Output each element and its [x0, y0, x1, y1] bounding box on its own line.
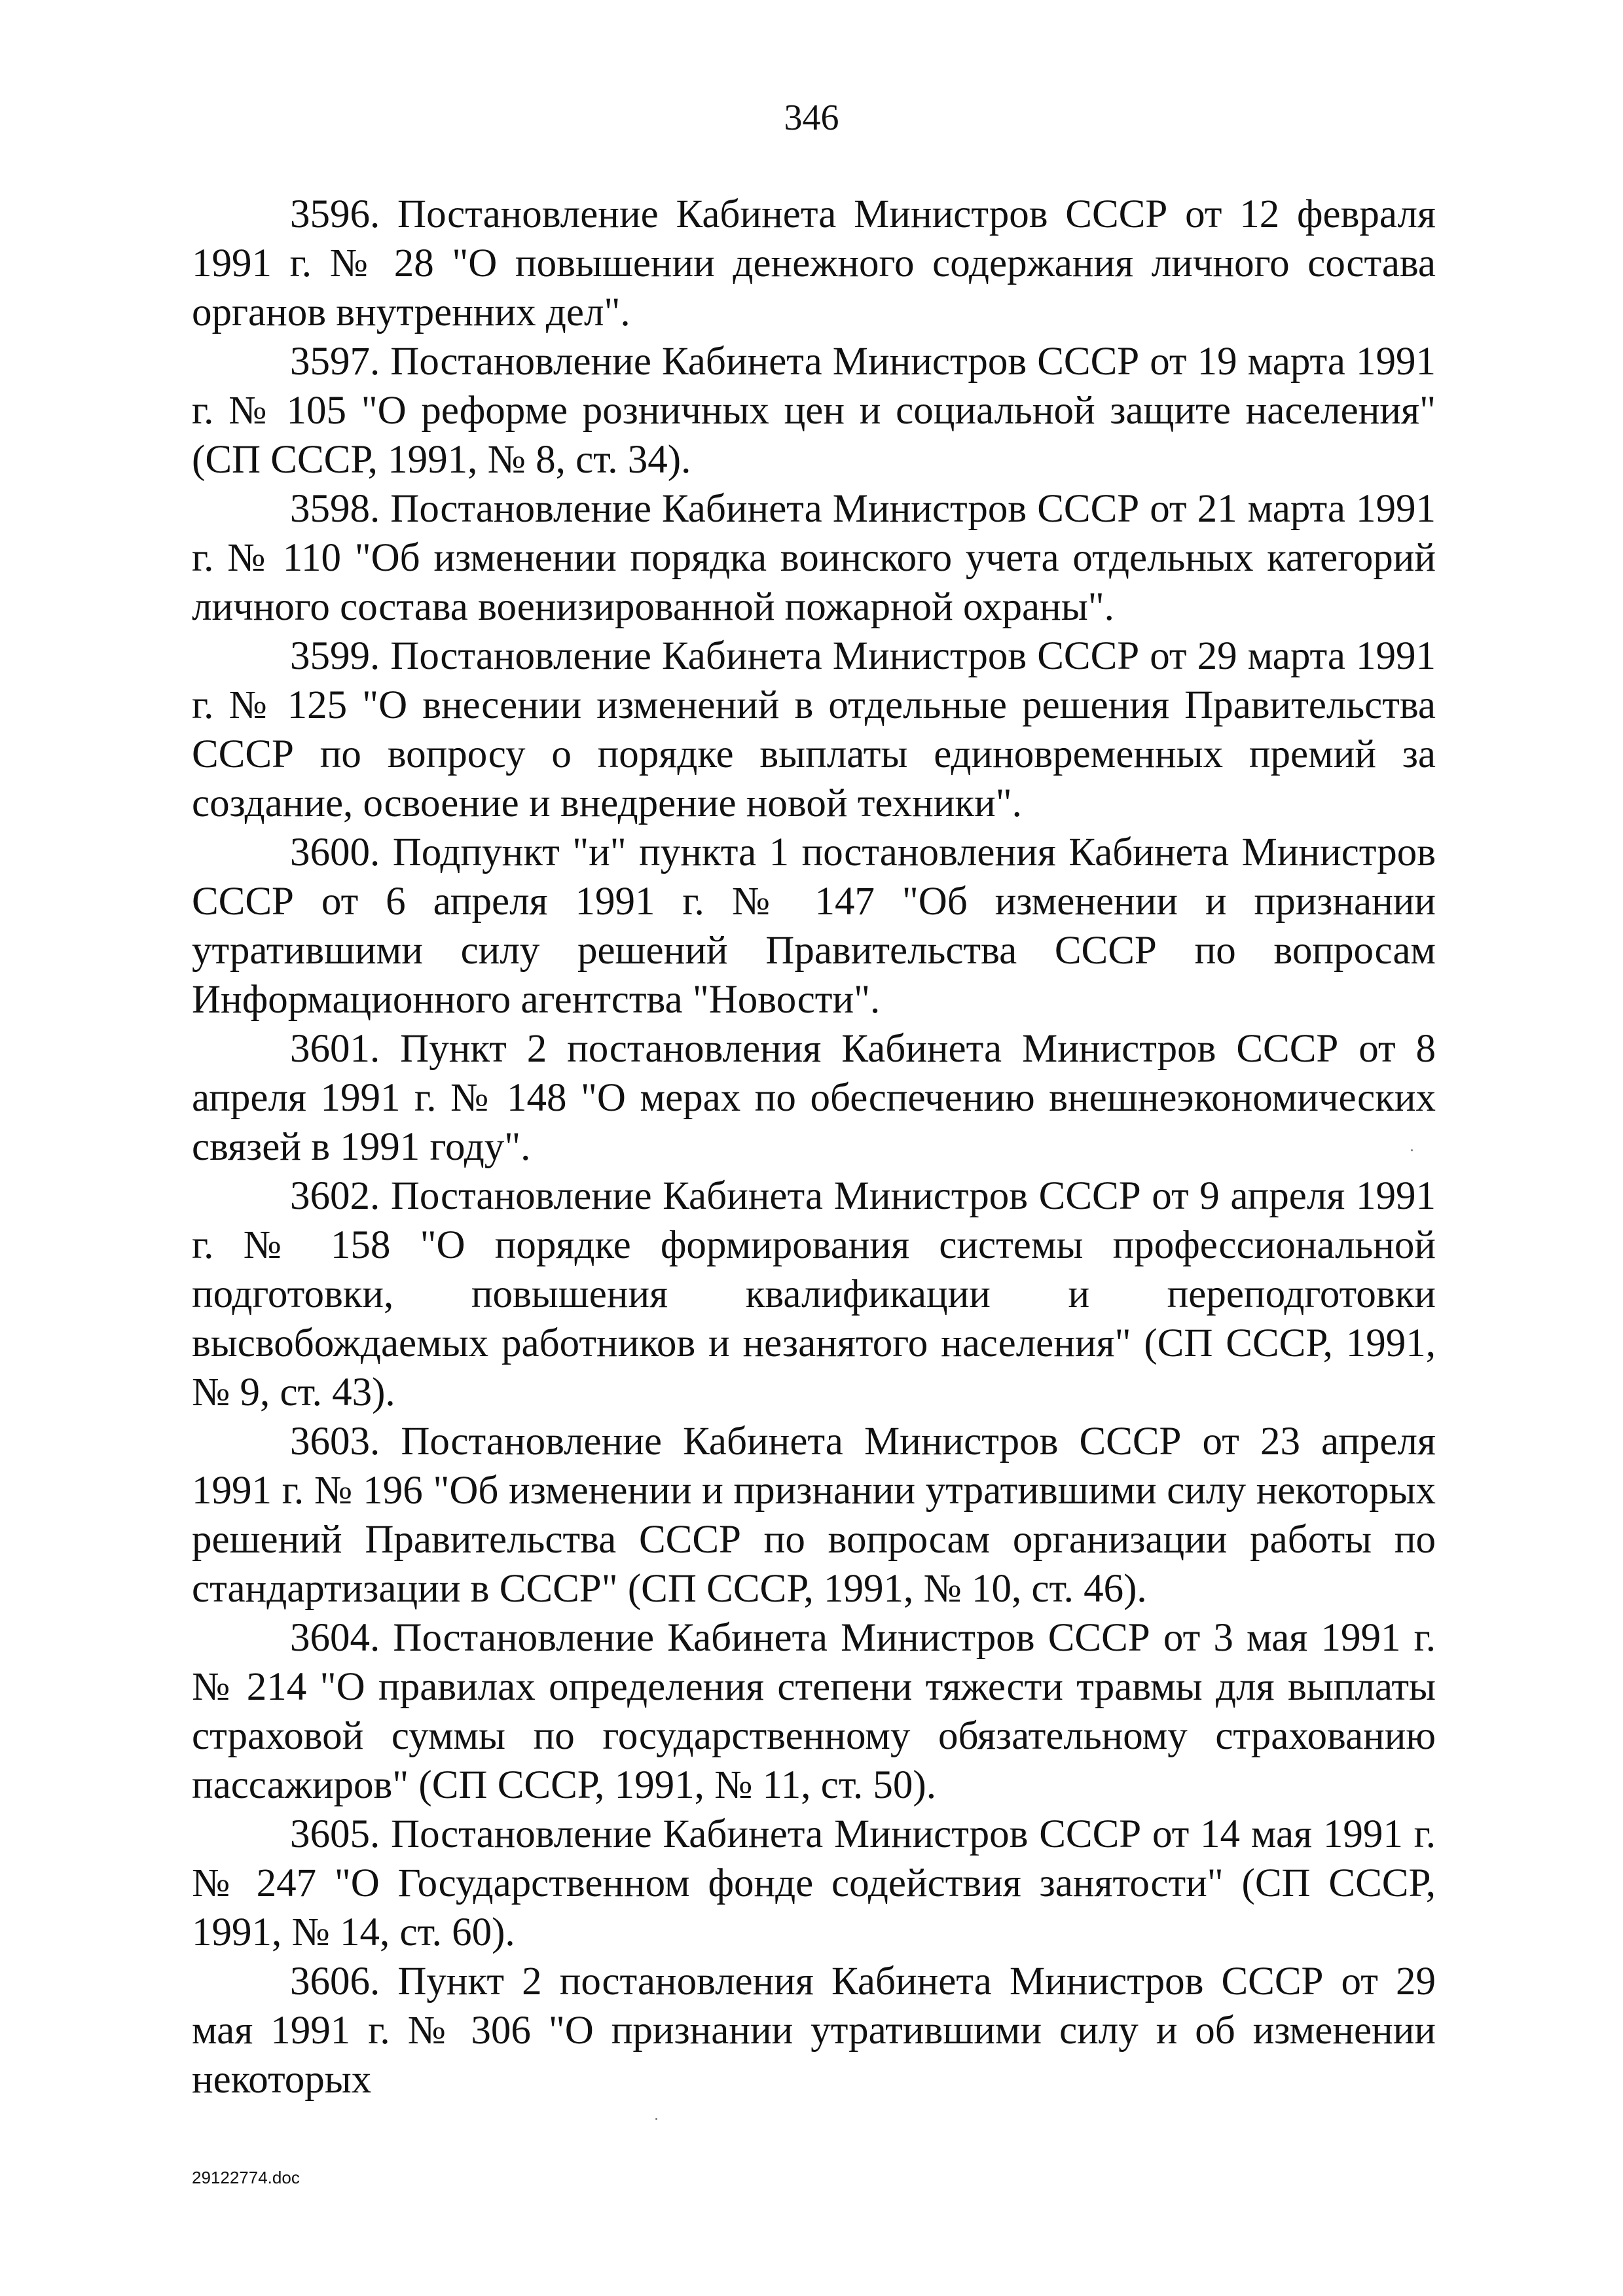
entry-text: Постановление Кабинета Министров СССР от 12 февраля 1991 г. № 28 "О повышении денежного содержания личного состава органов внутренних дел".	[192, 192, 1436, 334]
entry-number: 3597.	[290, 340, 380, 384]
entry-number: 3598.	[290, 487, 380, 531]
entry-text: Постановление Кабинета Министров СССР от 23 апреля 1991 г. № 196 "Об изменении и признании утратившими силу некоторых решений Правительства СССР по вопросам организации работы по стандартизации в СССР" (СП СССР, 1991, № 10, ст. 46).	[192, 1420, 1436, 1611]
entry-3606	[192, 1957, 1436, 2104]
entry-text: Подпункт "и" пункта 1 постановления Кабинета Министров СССР от 6 апреля 1991 г. № 147 "Об изменении и признании утратившими силу решений Правительства СССР по вопросам Информационного агентства "Новости".	[192, 831, 1436, 1022]
entry-text: Постановление Кабинета Министров СССР от 3 мая 1991 г. № 214 "О правилах определения степени тяжести травмы для выплаты страховой суммы по государственному обязательному страхованию пассажиров" (СП СССР, 1991, № 11, ст. 50).	[192, 1616, 1436, 1807]
entry-3605	[192, 1810, 1436, 1957]
entry-number: 3606.	[290, 1960, 380, 2003]
entry-3603	[192, 1417, 1436, 1613]
entry-3602	[192, 1172, 1436, 1417]
entry-text: Пункт 2 постановления Кабинета Министров СССР от 29 мая 1991 г. № 306 "О признании утратившими силу и об изменении некоторых	[192, 1960, 1436, 2102]
entry-number: 3603.	[290, 1420, 380, 1463]
scan-speck	[655, 2118, 657, 2120]
entry-text: Постановление Кабинета Министров СССР от 21 марта 1991 г. № 110 "Об изменении порядка воинского учета отдельных категорий личного состава военизированной пожарной охраны".	[192, 487, 1436, 629]
entry-3596	[192, 190, 1436, 337]
entry-number: 3600.	[290, 831, 380, 874]
entry-number: 3599.	[290, 634, 380, 678]
entry-number: 3605.	[290, 1812, 380, 1856]
entry-text: Постановление Кабинета Министров СССР от 14 мая 1991 г. № 247 "О Государственном фонде содействия занятости" (СП СССР, 1991, № 14, ст. 60).	[192, 1812, 1436, 1954]
document-filename: 29122774.doc	[192, 2168, 300, 2187]
entry-number: 3604.	[290, 1616, 380, 1660]
entry-text: Постановление Кабинета Министров СССР от 29 марта 1991 г. № 125 "О внесении изменений в отдельные решения Правительства СССР по вопросу о порядке выплаты единовременных премий за создание, освоение и внедрение новой техники".	[192, 634, 1436, 825]
entry-text: Постановление Кабинета Министров СССР от 19 марта 1991 г. № 105 "О реформе розничных цен и социальной защите населения" (СП СССР, 1991, № 8, ст. 34).	[192, 340, 1436, 482]
entry-number: 3596.	[290, 192, 380, 236]
entry-text: Пункт 2 постановления Кабинета Министров СССР от 8 апреля 1991 г. № 148 "О мерах по обеспечению внешнеэкономических связей в 1991 году".	[192, 1027, 1436, 1169]
document-body	[192, 190, 1436, 2104]
entry-text: Постановление Кабинета Министров СССР от 9 апреля 1991 г. № 158 "О порядке формирования системы профессиональной подготовки, повышения квалификации и переподготовки высвобождаемых работников и незанятого населения" (СП СССР, 1991, № 9, ст. 43).	[192, 1174, 1436, 1414]
entry-3604	[192, 1613, 1436, 1810]
entry-3597	[192, 337, 1436, 484]
entry-3599	[192, 632, 1436, 828]
entry-number: 3601.	[290, 1027, 380, 1071]
entry-3598	[192, 484, 1436, 632]
entry-3600	[192, 828, 1436, 1024]
page-number: 346	[784, 98, 839, 138]
entry-3601	[192, 1024, 1436, 1172]
scan-speck	[1411, 1149, 1413, 1151]
entry-number: 3602.	[290, 1174, 380, 1218]
